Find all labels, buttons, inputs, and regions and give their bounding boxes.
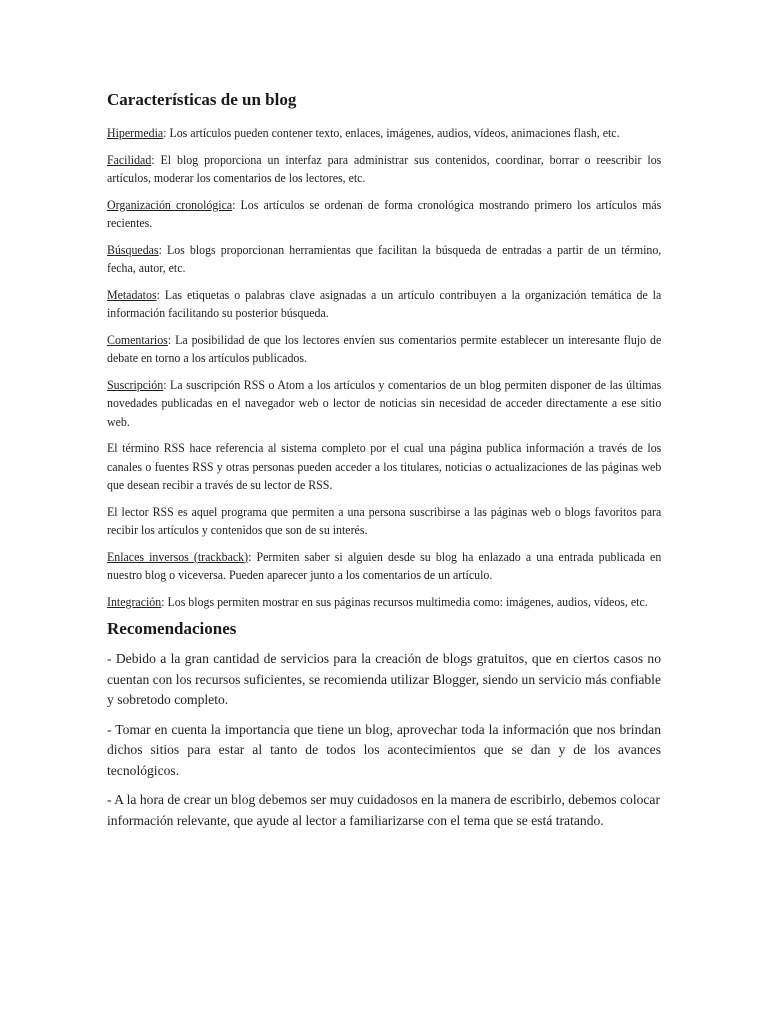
term-label: Metadatos: [107, 287, 157, 302]
item-enlaces-inversos: [107, 548, 661, 585]
term-description: : La suscripción RSS o Atom a los artículos y comentarios de un blog permiten disponer de las últimas novedades publicadas en el navegador web o lector de noticias sin necesidad de acceder directamente a ese sitio web.: [107, 377, 662, 429]
term-label: Enlaces inversos (trackback): [107, 549, 249, 564]
term-label: Integración: [107, 594, 162, 609]
term-description: : Permiten saber si alguien desde su blog ha enlazado a una entrada publicada en nuestro blog o viceversa. Pueden aparecer junto a los comentarios de un artículo.: [107, 549, 662, 582]
term-label: Hipermedia: [107, 126, 164, 140]
item-hipermedia: [107, 124, 661, 143]
heading-characteristics: Características de un blog: [107, 90, 297, 109]
term-label: Suscripción: [107, 377, 164, 392]
term-description: : Los artículos pueden contener texto, enlaces, imágenes, audios, vídeos, animaciones flash, etc.: [163, 126, 620, 140]
recommendation-item: - Debido a la gran cantidad de servicios para la creación de blogs gratuitos, que en ciertos casos no cuentan con los recursos suficientes, se recomienda utilizar Blogger, siendo un servicio más confiable y sobretodo completo.: [107, 651, 661, 707]
item-suscripcion: [107, 376, 661, 432]
paragraph-rss-definition: El término RSS hace referencia al sistema completo por el cual una página publica información a través de los canales o fuentes RSS y otras personas pueden acceder a los titulares, noticias o actualizaciones de las páginas web que desean recibir a través de su lector de RSS.: [107, 441, 662, 492]
recommendation-item: - A la hora de crear un blog debemos ser muy cuidadosos en la manera de escribirlo, debemos colocar información relevante, que ayude al lector a familiarizarse con el tema que se está tratando.: [107, 792, 660, 828]
paragraph-rss-reader: El lector RSS es aquel programa que permiten a una persona suscribirse a las páginas web o blogs favoritos para recibir los artículos y contenidos que son de su interés.: [107, 504, 662, 537]
item-integracion: [107, 593, 661, 612]
term-description: : Los artículos se ordenan de forma cronológica mostrando primero los artículos más recientes.: [107, 197, 662, 230]
recommendation-item: - Tomar en cuenta la importancia que tiene un blog, aprovechar toda la información que nos brindan dichos sitios para estar al tanto de todos los acontecimientos que se dan y de los avances tecnológicos.: [107, 721, 661, 778]
term-label: Comentarios: [107, 332, 168, 347]
item-busquedas: [107, 241, 661, 278]
term-label: Búsquedas: [107, 242, 159, 257]
term-label: Organización cronológica: [107, 197, 233, 212]
item-comentarios: [107, 331, 661, 368]
term-description: : El blog proporciona un interfaz para administrar sus contenidos, coordinar, borrar o reescribir los artículos, moderar los comentarios de los lectores, etc.: [107, 152, 662, 185]
heading-recommendations: Recomendaciones: [107, 619, 237, 638]
term-description: : Las etiquetas o palabras clave asignadas a un artículo contribuyen a la organización temática de la información facilitando su posterior búsqueda.: [107, 287, 662, 320]
term-description: : Los blogs permiten mostrar en sus páginas recursos multimedia como: imágenes, audios, vídeos, etc.: [161, 594, 648, 609]
term-label: Facilidad: [107, 152, 152, 167]
term-description: : Los blogs proporcionan herramientas que facilitan la búsqueda de entradas a partir de un término, fecha, autor, etc.: [107, 242, 662, 275]
term-description: : La posibilidad de que los lectores envíen sus comentarios permite establecer un interesante flujo de debate en torno a los artículos publicados.: [107, 332, 662, 365]
document-page: [107, 90, 661, 840]
item-metadatos: [107, 286, 661, 323]
item-organizacion: [107, 196, 661, 233]
item-facilidad: [107, 151, 661, 188]
